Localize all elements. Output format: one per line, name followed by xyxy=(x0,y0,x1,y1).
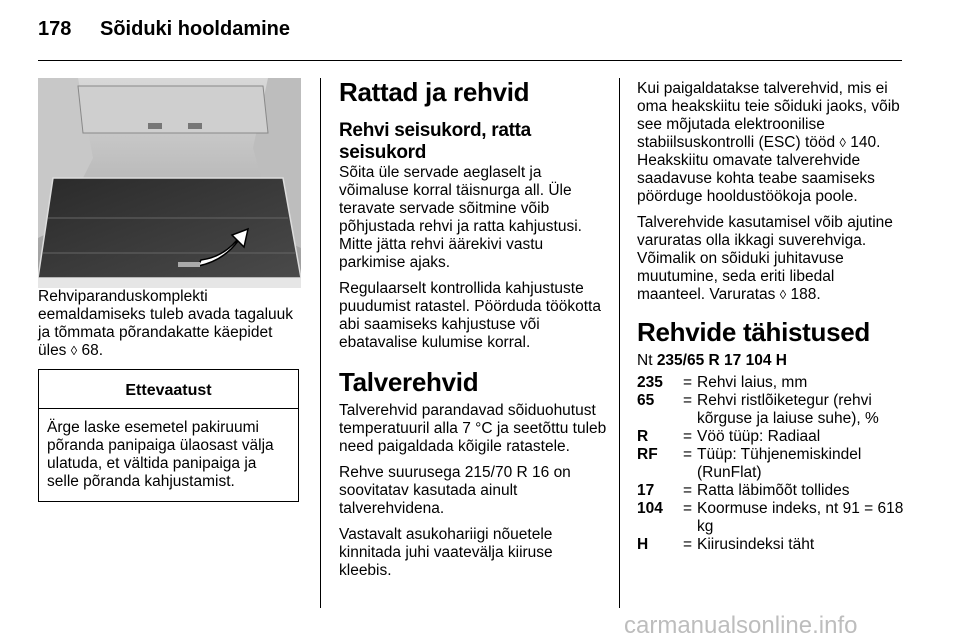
designation-description: Koormuse indeks, nt 91 = 618 kg xyxy=(697,500,904,535)
designation-code: 65 xyxy=(637,392,655,409)
designation-equals: = xyxy=(683,392,693,409)
header-rule xyxy=(38,60,902,61)
designation-row xyxy=(637,428,905,446)
page-header xyxy=(38,18,290,41)
paragraph-winter-safety: Talverehvid parandavad sõiduohutust temperatuuril alla 7 °C ja seetõttu tuleb need paigaldada kõigile ratastele. xyxy=(339,402,607,455)
reference-arrow-icon: ◊ xyxy=(779,287,787,302)
designation-row xyxy=(637,482,905,500)
column-divider-1 xyxy=(320,78,321,608)
designation-equals: = xyxy=(683,500,693,517)
designation-code: 17 xyxy=(637,482,655,499)
caution-body: Ärge laske esemetel pakiruumi põranda panipaiga ülaosast välja ulatuda, et vältida panipaiga ja selle põranda kahjustamist. xyxy=(47,419,274,490)
left-column xyxy=(38,78,303,502)
caption-text: Rehviparanduskomplekti eemaldamiseks tuleb avada tagaluuk ja tõmmata põrandakatte käepidet üles xyxy=(38,288,294,359)
designation-description: Vöö tüüp: Radiaal xyxy=(697,428,821,445)
designation-equals: = xyxy=(683,374,693,391)
designation-row xyxy=(637,374,905,392)
cargo-floor-image xyxy=(38,78,301,288)
designation-equals: = xyxy=(683,446,693,463)
example-prefix: Nt xyxy=(637,352,653,369)
designation-equals: = xyxy=(683,482,693,499)
reference-arrow-icon: ◊ xyxy=(70,343,78,358)
paragraph-regular-check: Regulaarselt kontrollida kahjustuste puudumist ratastel. Pöörduda töökotta abi saamiseks kahjustuse või ebatavalise kulumise korral. xyxy=(339,280,601,351)
spare-text: Talverehvide kasutamisel võib ajutine varuratas olla ikkagi suverehviga. Võimalik on sõiduki juhitavuse muutumine, seda eriti libedal maanteel. Varuratas xyxy=(637,214,893,303)
designation-row xyxy=(637,536,905,554)
page-number: 178 xyxy=(38,18,72,40)
designation-code: 235 xyxy=(637,374,663,391)
designation-code: RF xyxy=(637,446,658,463)
designation-description: Rehvi ristlõiketegur (rehvi kõrguse ja laiuse suhe), % xyxy=(697,392,879,427)
caption-page-ref[interactable]: 68. xyxy=(81,342,104,359)
designation-description: Rehvi laius, mm xyxy=(697,374,808,391)
esc-page-ref[interactable]: 140. xyxy=(850,134,881,151)
subheading-tyre-condition: Rehvi seisukord, ratta seisukord xyxy=(339,120,531,163)
caution-heading: Ettevaatust xyxy=(39,370,298,409)
paragraph-speed-sticker: Vastavalt asukohariigi nõuetele kinnitada juhi vaatevälja kiiruse kleebis. xyxy=(339,526,553,579)
designation-equals: = xyxy=(683,536,693,553)
spare-page-ref[interactable]: 188. xyxy=(790,286,821,303)
designation-row xyxy=(637,500,905,536)
reference-arrow-icon: ◊ xyxy=(839,135,846,150)
designation-code: H xyxy=(637,536,649,553)
caution-notice xyxy=(38,369,299,502)
designation-description: Tüüp: Tühjenemiskindel (RunFlat) xyxy=(697,446,862,481)
column-divider-2 xyxy=(619,78,620,608)
middle-column xyxy=(339,78,607,588)
designation-code: R xyxy=(637,428,649,445)
paragraph-kerb-driving: Sõita üle servade aeglaselt ja võimaluse korral täisnurga all. Üle teravate servade sõitmine võib põhjustada rehvi ja ratta kahjustusi. Mitte jätta rehvi äärekivi vastu parkimise ajaks. xyxy=(339,164,582,271)
designation-description: Ratta läbimõõt tollides xyxy=(697,482,850,499)
section-heading-winter-tyres: Talverehvid xyxy=(339,367,479,397)
paragraph-winter-size: Rehve suurusega 215/70 R 16 on soovitatav kasutada ainult talverehvidena. xyxy=(339,464,571,517)
designation-row xyxy=(637,446,905,482)
right-column xyxy=(637,80,905,554)
paragraph-esc-effect xyxy=(637,80,905,206)
designation-example xyxy=(637,352,905,370)
section-heading-tyre-designations: Rehvide tähistused xyxy=(637,317,870,347)
designation-table xyxy=(637,374,905,554)
designation-equals: = xyxy=(683,428,693,445)
paragraph-spare-wheel xyxy=(637,214,905,304)
image-caption xyxy=(38,288,303,360)
designation-description: Kiirusindeksi täht xyxy=(697,536,815,553)
example-code: 235/65 R 17 104 H xyxy=(656,352,787,369)
approval-text: Heakskiitu omavate talverehvide saadavuse kohta teabe saamiseks pöörduge hooldustöökoja poole. xyxy=(637,152,875,205)
esc-text: Kui paigaldatakse talverehvid, mis ei oma heakskiitu teie sõiduki jaoks, võib see mõjutada elektroonilise stabiilsuskontrolli (ESC) tööd xyxy=(637,80,900,151)
section-heading-wheels-tyres: Rattad ja rehvid xyxy=(339,77,530,107)
watermark: carmanualsonline.info xyxy=(624,612,858,639)
designation-code: 104 xyxy=(637,500,663,517)
designation-row xyxy=(637,392,905,428)
page-title: Sõiduki hooldamine xyxy=(100,18,291,40)
